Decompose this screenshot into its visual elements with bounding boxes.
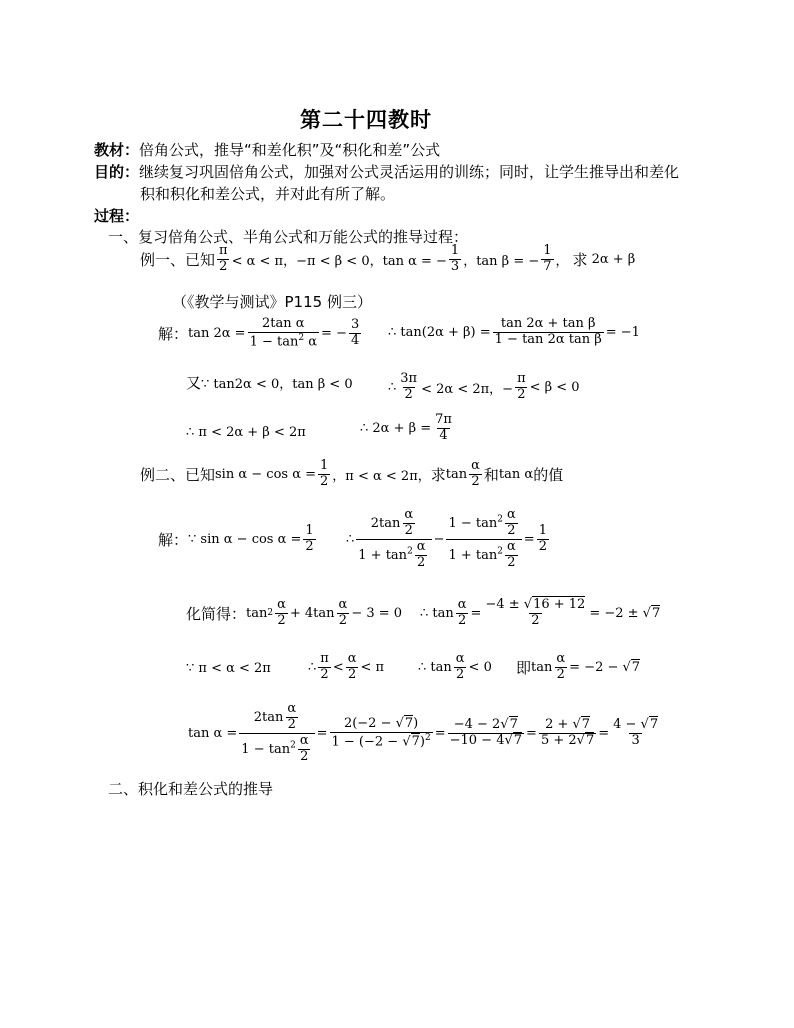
process-label: 过程： — [94, 207, 140, 225]
section-1-heading: 一、复习倍角公式、半角公式和万能公式的推导过程： — [108, 228, 469, 246]
example-2-solution-6: ∴ $\frac{\pi}{2}$ < $\frac{\alpha}{2}$ < π — [308, 651, 385, 682]
example-2-solution-9: tan α = 2tan $\frac{\alpha}{2}$ $1 - \tan^2$ $\frac{\alpha}{2}$ = $\frac{2(-2 - √7)}{1 - (-2 - √7)^2}$ = $\frac{-4 - 2√7}{-10 - 4√7}$ = $\frac{2 + √7}{5 + 2√7}$ = $\frac{4 - √7}{3}$ — [188, 701, 659, 764]
example-2-solution-5: ∵ π < α < 2π — [186, 661, 271, 676]
example-2-ask-1: 求 — [430, 465, 446, 484]
material-text: 倍角公式，推导“和差化积”及“积化和差”公式 — [139, 141, 441, 159]
example-2-ask-2: 和 — [483, 465, 499, 484]
solve-label-2: 解： — [158, 530, 189, 549]
example-2-solution-4: ∴ tan $\frac{\alpha}{2}$ = $\frac{-4 \pm √16 + 12}{2}$ = −2 ± √ 7 — [420, 597, 661, 628]
example-1-solution-4: ∴ $\frac{3\pi}{2}$ < 2α < 2π，− $\frac{\pi}{2}$ < β < 0 — [388, 371, 580, 402]
example-2-solution-3: 化简得： tan 2 $\frac{\alpha}{2}$ + 4tan $\frac{\alpha}{2}$ − 3 = 0 — [186, 597, 403, 628]
goal-line-1 — [94, 161, 679, 182]
example-1-solution-6: ∴ 2α + β = $\frac{7\pi}{4}$ — [360, 412, 452, 443]
again-label: 又 — [186, 374, 202, 392]
example-1-solution-2: ∴ tan(2α + β) = $\frac{\text{tan 2α + tan β}}{\text{1 − tan 2α tan β}}$ = −1 — [388, 316, 640, 347]
goal-label: 目的： — [94, 163, 140, 181]
example-2-solution-8: 即 tan $\frac{\alpha}{2}$ = −2 − √ 7 — [516, 651, 641, 682]
solve-label-1: 解： — [158, 325, 189, 344]
example-2-label: 例二、已知 — [140, 465, 216, 484]
goal-text-1: 继续复习巩固倍角公式，加强对公式灵活运用的训练；同时，让学生推导出和差化 — [139, 163, 680, 181]
example-2-solution-2: ∴ 2tan $\frac{\alpha}{2}$ $1 + \tan^2$ $\frac{\alpha}{2}$ − $1 - \tan^2$ $\frac{\alpha}{2}$ $1 + \tan^2$ $\frac{\alpha}{2}$ = $\frac{1}{2}$ — [346, 507, 547, 570]
example-2-statement: 例二、已知 sin α − cos α = $\frac{1}{2}$ ，π < α < 2π， 求 tan $\frac{\alpha}{2}$ 和 tan α 的值 — [140, 458, 564, 489]
example-1-reference: （《教学与测试》P115 例三） — [172, 293, 372, 311]
goal-line-2: 积和积化和差公式，并对此有所了解。 — [140, 185, 396, 203]
example-1-label: 例一、已知 — [140, 250, 216, 269]
example-1-ask: 求 — [572, 250, 588, 269]
section-2-heading: 二、积化和差公式的推导 — [108, 780, 274, 798]
example-1-solution-3: 又 ∵ tan2α < 0，tan β < 0 — [186, 374, 353, 392]
example-1-statement: 例一、已知 $\frac{\pi}{2}$ < α < π，−π < β < 0，tan α = − $\frac{1}{3}$ ，tan β = − $\frac{1}{7}$ ， 求 2α + β — [140, 243, 636, 274]
material-label: 教材： — [94, 141, 140, 159]
example-1-solution-1: 解： tan 2α = $\frac{\text{2tan α}}{1 - \tan^2 \alpha}$ = − $\frac{3}{4}$ — [158, 316, 360, 350]
example-1-solution-5: ∴ π < 2α + β < 2π — [186, 425, 306, 440]
example-2-solution-7: ∴ tan $\frac{\alpha}{2}$ < 0 — [418, 651, 492, 682]
ji-label: 即 — [516, 658, 532, 677]
simplify-label: 化简得： — [186, 604, 247, 623]
example-2-ask-3: 的值 — [533, 465, 564, 484]
page-title: 第二十四教时 — [300, 108, 432, 132]
example-2-solution-1: 解： ∵ sin α − cos α = $\frac{1}{2}$ — [158, 523, 314, 554]
material-line — [94, 139, 440, 160]
